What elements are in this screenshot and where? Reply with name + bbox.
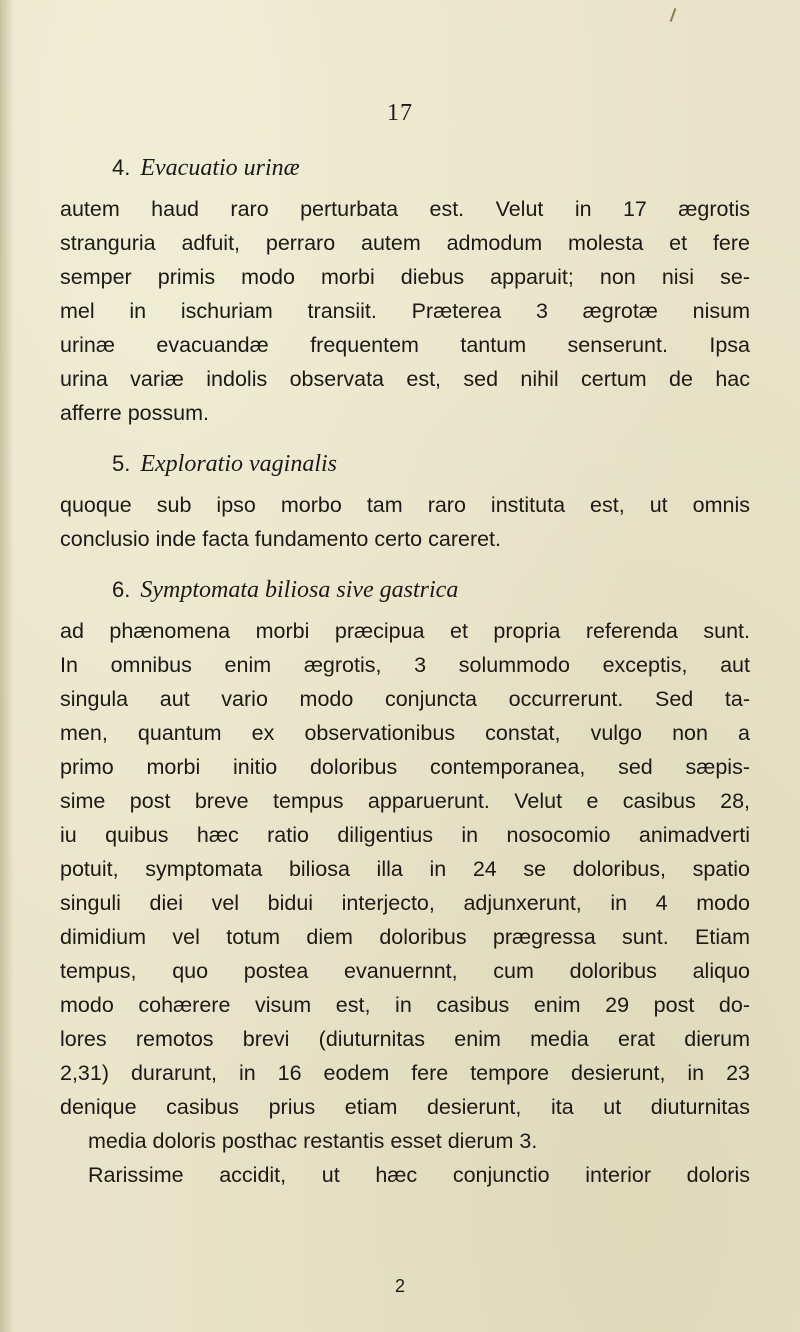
section-title: Evacuatio urinæ — [140, 155, 300, 181]
text-line: tempus, quo postea evanuernnt, cum doloribus aliquo — [60, 959, 750, 983]
text-line: semper primis modo morbi diebus apparuit; non nisi se- — [60, 265, 750, 289]
text-line: conclusio inde facta fundamento certo careret. — [60, 527, 502, 551]
text-line: media doloris posthac restantis esset dierum 3. — [88, 1129, 538, 1153]
text-line: iu quibus hæc ratio diligentius in nosocomio animadverti — [60, 823, 750, 847]
section-heading — [112, 446, 750, 482]
section-title: Symptomata biliosa sive gastrica — [140, 577, 459, 603]
text-line: 2,31) durarunt, in 16 eodem fere tempore desierunt, in 23 — [60, 1061, 750, 1085]
signature-mark: 2 — [394, 1276, 405, 1296]
text-line: ad phænomena morbi præcipua et propria referenda sunt. — [60, 619, 750, 643]
text-line: denique casibus prius etiam desierunt, ita ut diuturnitas — [60, 1095, 750, 1119]
section-heading — [112, 150, 750, 186]
page-gutter-shadow — [0, 0, 14, 1332]
text-line: In omnibus enim ægrotis, 3 solummodo exceptis, aut — [60, 653, 750, 677]
text-line: lores remotos brevi (diuturnitas enim media erat dierum — [60, 1027, 750, 1051]
text-line: men, quantum ex observationibus constat, vulgo non a — [60, 721, 750, 745]
text-line: quoque sub ipso morbo tam raro instituta est, ut omnis — [60, 493, 750, 517]
page-body — [60, 150, 750, 1192]
text-line: sime post breve tempus apparuerunt. Velut e casibus 28, — [60, 789, 750, 813]
text-line: singuli diei vel bidui interjecto, adjunxerunt, in 4 modo — [60, 891, 750, 915]
page-number: 17 — [387, 100, 413, 126]
text-line: primo morbi initio doloribus contemporanea, sed sæpis- — [60, 755, 750, 779]
text-line: mel in ischuriam transiit. Præterea 3 ægrotæ nisum — [60, 299, 750, 323]
section-title: Exploratio vaginalis — [140, 451, 338, 477]
text-line: autem haud raro perturbata est. Velut in 17 ægrotis — [60, 197, 750, 221]
text-line: dimidium vel totum diem doloribus prægressa sunt. Etiam — [60, 925, 750, 949]
text-line: stranguria adfuit, perraro autem admodum molesta et fere — [60, 231, 750, 255]
page-corner-mark — [670, 8, 677, 22]
text-line: singula aut vario modo conjuncta occurrerunt. Sed ta- — [60, 687, 750, 711]
text-line: urina variæ indolis observata est, sed nihil certum de hac — [60, 367, 750, 391]
section-heading — [112, 572, 750, 608]
text-line: afferre possum. — [60, 401, 209, 425]
section-number: 6. — [112, 577, 131, 602]
text-line: potuit, symptomata biliosa illa in 24 se doloribus, spatio — [60, 857, 750, 881]
section-number: 4. — [112, 155, 131, 180]
text-line: modo cohærere visum est, in casibus enim 29 post do- — [60, 993, 750, 1017]
section-number: 5. — [112, 451, 131, 476]
text-line: Rarissime accidit, ut hæc conjunctio interior doloris — [88, 1163, 750, 1187]
text-line: urinæ evacuandæ frequentem tantum senserunt. Ipsa — [60, 333, 750, 357]
